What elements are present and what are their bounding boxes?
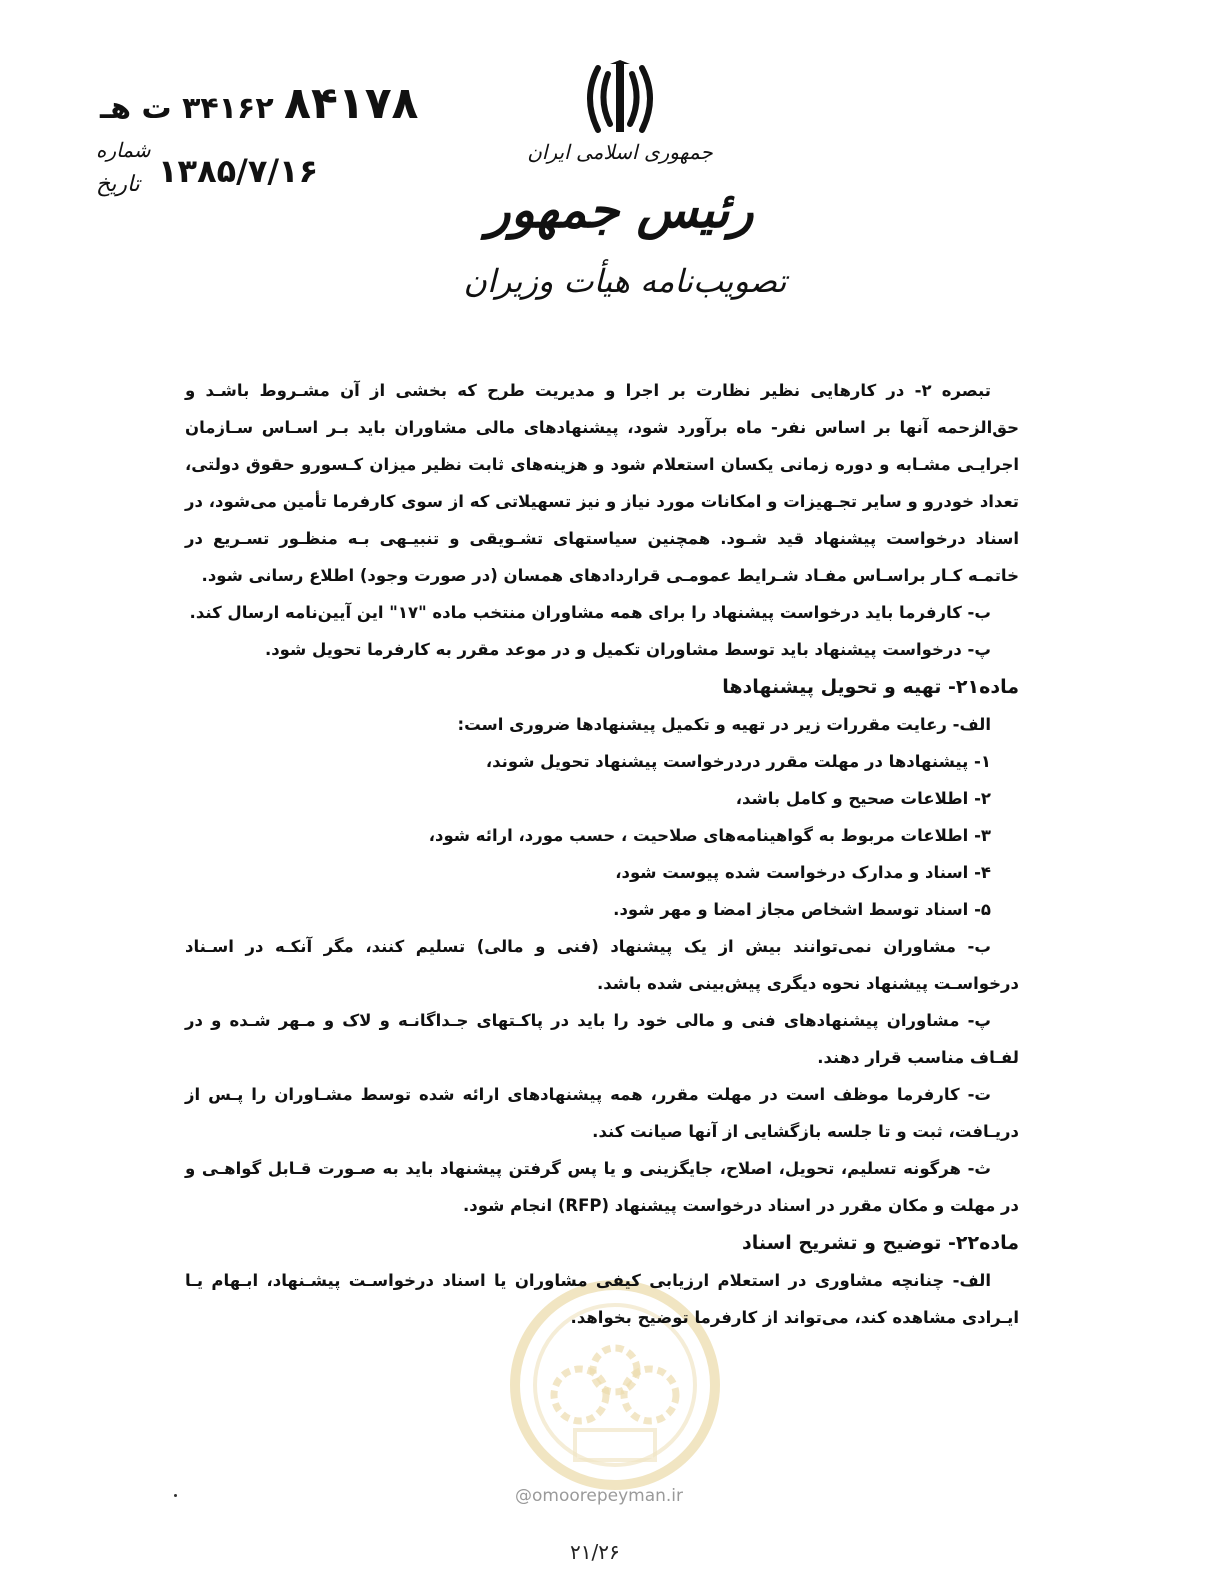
approval-title: تصویب‌نامه هیأت وزیران — [463, 262, 787, 300]
paragraph-p-21: پ- مشاوران پیشنهادهای فنی و مالی خود را باید در پاکـتهای جـداگانـه و لاک و مـهر شـده و در لفـاف مناسب قرار دهند. — [185, 1011, 1019, 1067]
watermark-site: @omoorepeyman.ir — [515, 1486, 684, 1506]
document-body — [185, 372, 1019, 1336]
letter-number-value: ۳۴۱۶۲ ت — [141, 91, 274, 126]
letter-number-big: ۸۴۱۷۸ — [284, 78, 419, 129]
list-item: ۵- اسناد توسط اشخاص مجاز امضا و مهر شود. — [613, 900, 991, 919]
list-item: ۱- پیشنهادها در مهلت مقرر دردرخواست پیشنهاد تحویل شوند، — [485, 752, 991, 771]
list-item: ۲- اطلاعات صحیح و کامل باشد، — [735, 789, 991, 808]
president-title: رئیس جمهور — [486, 180, 754, 239]
republic-title: جمهوری اسلامی ایران — [527, 140, 713, 164]
number-label: شماره — [96, 138, 151, 162]
article-22-heading: ماده۲۲- توضیح و تشریح اسناد — [741, 1232, 1019, 1254]
date-label: تاریخ — [96, 172, 140, 197]
stray-dot — [174, 1494, 177, 1497]
paragraph-s-21: ث- هرگونه تسلیم، تحویل، اصلاح، جایگزینی و یا پس گرفتن پیشنهاد باید به صـورت قـابل گواهـی و در مهلت و مکان مقرر در اسناد درخواست پیشنهاد (RFP) انجام شود. — [185, 1159, 1019, 1215]
list-item: ۴- اسناد و مدارک درخواست شده پیوست شود، — [615, 863, 991, 882]
paragraph-alef-22: الف- چنانچه مشاوری در استعلام ارزیابی کیفی مشاوران یا اسناد درخواسـت پیشـنهاد، ابـهام یـا ایـرادی مشاهده کند، می‌تواند از کارفرما توضیح بخواهد. — [185, 1271, 1019, 1327]
paragraph-t-21: ت- کارفرما موظف است در مهلت مقرر، همه پیشنهادهای ارائه شده توسط مشـاوران را پـس از دریـافت، ثبت و تا جلسه بازگشایی از آنها صیانت کند. — [185, 1085, 1019, 1141]
letter-date: ۱۳۸۵/۷/۱۶ — [158, 152, 319, 190]
page-number: ۲۱/۲۶ — [570, 1540, 620, 1564]
letter-number — [100, 78, 418, 129]
paragraph-note-2: تبصره ۲- در کارهایی نظیر نظارت بر اجرا و مدیریت طرح که بخشی از آن مشـروط باشـد و حق‌الزحمه آنها بر اساس نفر- ماه برآورد شود، پیشنهادهای مالی مشاوران باید بـر اسـاس سـازمان اجرایـی مشـابه و دوره زمانی یکسان استعلام شود و هزینه‌های ثابت نظیر میزان کـسورو حقوق دولتی، تعداد خودرو و سایر تجـهیزات و امکانات مورد نیاز و نیز تسهیلاتی که از سوی کارفرما تأمین می‌شود، در اسناد درخواست پیشنهاد قید شـود. همچنین سیاستهای تشـویقی و تنبیـهی بـه منظـور تسـریع در خاتمـه کـار براسـاس مفـاد شـرایط عمومـی قراردادهای همسان (در صورت وجود) اطلاع رسانی شود. — [185, 381, 1019, 585]
article-21-heading: ماده۲۱- تهیه و تحویل پیشنهادها — [722, 676, 1019, 698]
paragraph-p: پ- درخواست پیشنهاد باید توسط مشاوران تکمیل و در موعد مقرر به کارفرما تحویل شود. — [264, 640, 991, 659]
paragraph-b: ب- کارفرما باید درخواست پیشنهاد را برای همه مشاوران منتخب ماده "۱۷" این آیین‌نامه ارسال کند. — [189, 603, 991, 622]
paragraph-alef: الف- رعایت مقررات زیر در تهیه و تکمیل پیشنهادها ضروری است: — [457, 715, 991, 734]
iran-emblem-icon — [580, 60, 660, 138]
paragraph-b-21: ب- مشاوران نمی‌توانند بیش از یک پیشنهاد (فنی و مالی) تسلیم کنند، مگر آنکـه در اسـناد درخواسـت پیشنهاد نحوه دیگری پیش‌بینی شده باشد. — [185, 937, 1019, 993]
list-item: ۳- اطلاعات مربوط به گواهینامه‌های صلاحیت ، حسب مورد، ارائه شود، — [428, 826, 991, 845]
letter-number-suffix: هـ — [100, 91, 132, 126]
